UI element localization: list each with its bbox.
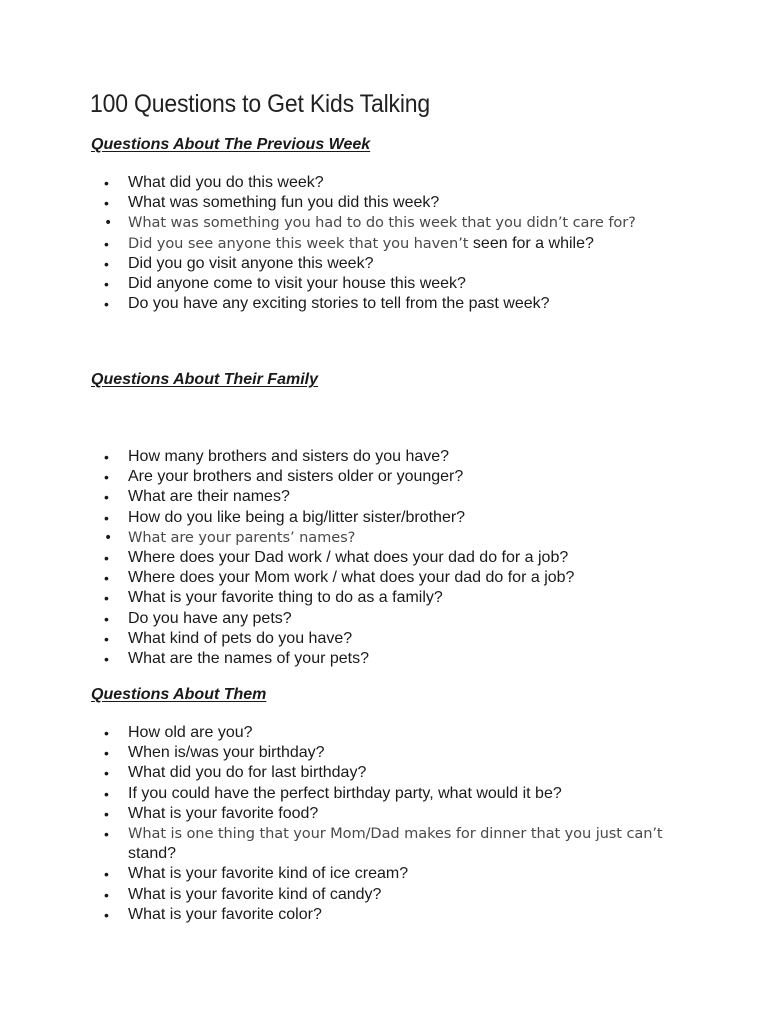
- list-item: • What did you do for last birthday?: [0, 763, 688, 783]
- list-item: [0, 234, 636, 254]
- list-item: • How do you like being a big/litter sister/brother?: [0, 508, 574, 528]
- list-item: • Do you have any pets?: [0, 609, 574, 629]
- section-heading-family: Questions About Their Family: [91, 371, 318, 388]
- list-item-text-part: seen for a while?: [472, 234, 594, 252]
- list-item: • Where does your Mom work / what does your dad do for a job?: [0, 568, 574, 588]
- list-item: • Did anyone come to visit your house this week?: [0, 274, 636, 294]
- list-item: • Did you go visit anyone this week?: [0, 254, 636, 274]
- section-heading-previous-week: Questions About The Previous Week: [91, 136, 371, 153]
- list-item: • How old are you?: [0, 723, 688, 743]
- list-item: • What are the names of your pets?: [0, 649, 574, 669]
- list-item-text-part: What is one thing that your Mom/Dad makes for dinner that you just can’t: [128, 825, 663, 843]
- list-item: • What kind of pets do you have?: [0, 629, 574, 649]
- list-item: • What was something fun you did this week?: [0, 193, 636, 213]
- list-item: • Where does your Dad work / what does your dad do for a job?: [0, 548, 574, 568]
- list-item: • What is your favorite thing to do as a family?: [0, 588, 574, 608]
- list-item: • If you could have the perfect birthday party, what would it be?: [0, 784, 688, 804]
- list-item: • What is your favorite food?: [0, 804, 688, 824]
- section-heading-them: Questions About Them: [91, 686, 267, 703]
- list-item: • What is your favorite color?: [0, 905, 688, 925]
- list-item: • What is your favorite kind of candy?: [0, 885, 688, 905]
- list-item: • What are your parents’ names?: [0, 528, 574, 548]
- document-title: 100 Questions to Get Kids Talking: [90, 90, 430, 118]
- question-list-previous-week: [0, 173, 636, 314]
- list-item-text-part: Did you see anyone this week that you haven’t: [128, 234, 473, 252]
- list-item: [0, 824, 688, 864]
- list-item: • When is/was your birthday?: [0, 743, 688, 763]
- list-item: • Do you have any exciting stories to tell from the past week?: [0, 294, 636, 314]
- list-item: • What was something you had to do this week that you didn’t care for?: [0, 213, 636, 233]
- list-item: • Are your brothers and sisters older or younger?: [0, 467, 574, 487]
- list-item: • What did you do this week?: [0, 173, 636, 193]
- list-item: • What are their names?: [0, 487, 574, 507]
- list-item: • How many brothers and sisters do you have?: [0, 447, 574, 467]
- question-list-them: [0, 723, 688, 925]
- list-item: • What is your favorite kind of ice cream?: [0, 864, 688, 884]
- list-item-text-part: stand?: [128, 845, 177, 863]
- question-list-family: [0, 447, 574, 669]
